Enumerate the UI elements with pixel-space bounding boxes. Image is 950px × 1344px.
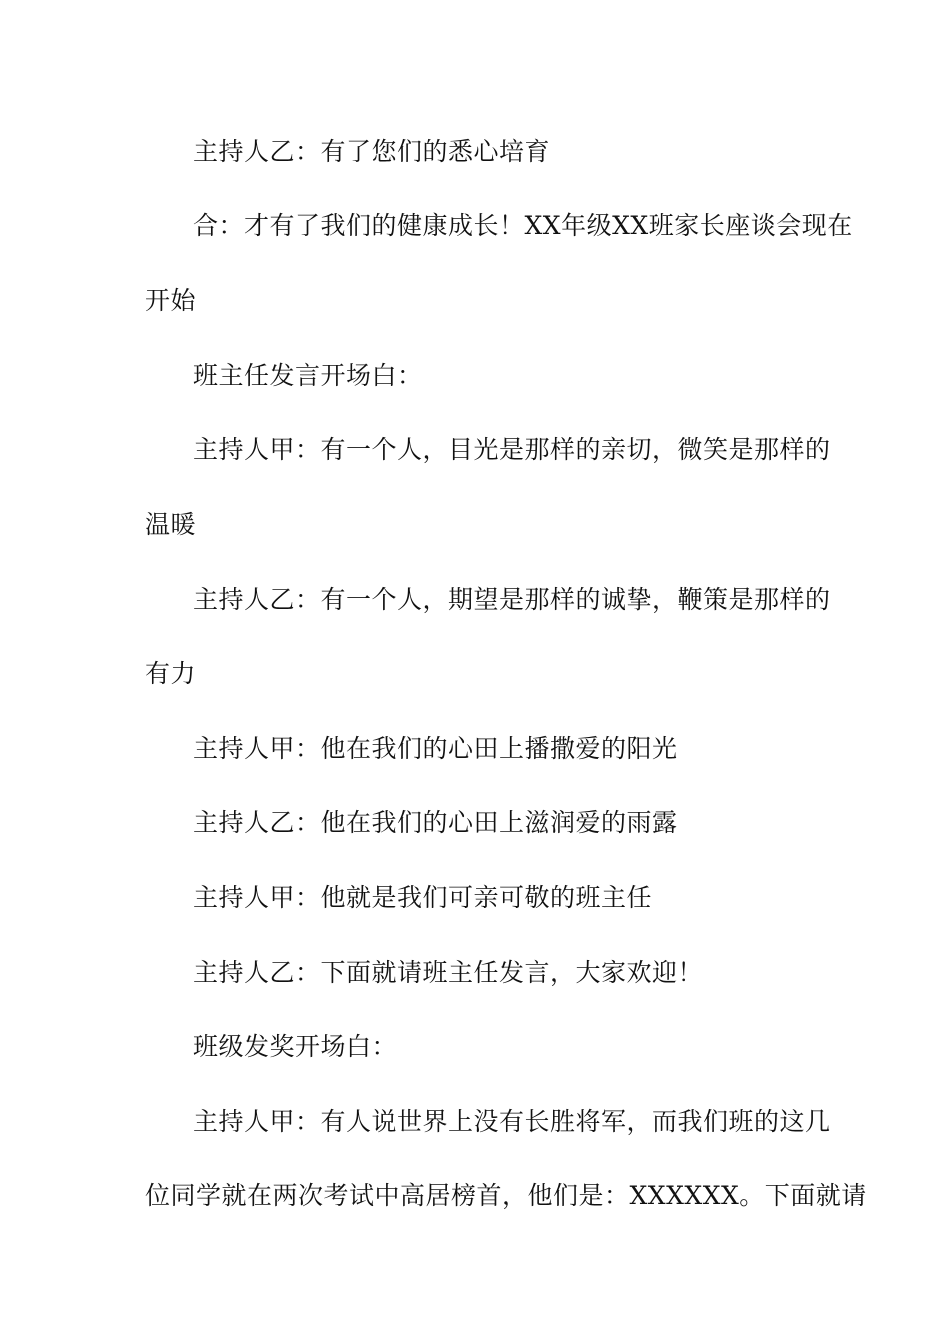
paragraph-line: 位同学就在两次考试中高居榜首，他们是：XXXXXX。下面就请 [145,1181,867,1210]
paragraph-line: 主持人乙：下面就请班主任发言，大家欢迎！ [193,958,704,987]
paragraph-line: 主持人甲：他就是我们可亲可敬的班主任 [193,883,653,912]
paragraph-line: 有力 [145,659,197,688]
section-heading: 班主任发言开场白： [193,361,423,390]
paragraph-line: 开始 [145,286,197,315]
paragraph-line: 主持人乙：有一个人，期望是那样的诚挚，鞭策是那样的 [193,585,831,614]
paragraph-line: 主持人甲：有人说世界上没有长胜将军，而我们班的这几 [193,1107,831,1136]
paragraph-line: 主持人甲：他在我们的心田上播撒爱的阳光 [193,734,678,763]
paragraph-line: 合：才有了我们的健康成长！XX年级XX班家长座谈会现在 [193,211,853,240]
paragraph-line: 主持人乙：他在我们的心田上滋润爱的雨露 [193,808,678,837]
section-heading: 班级发奖开场白： [193,1032,398,1061]
paragraph-line: 主持人甲：有一个人，目光是那样的亲切，微笑是那样的 [193,435,831,464]
paragraph-line: 主持人乙：有了您们的悉心培育 [193,137,551,166]
paragraph-line: 温暖 [145,510,197,539]
